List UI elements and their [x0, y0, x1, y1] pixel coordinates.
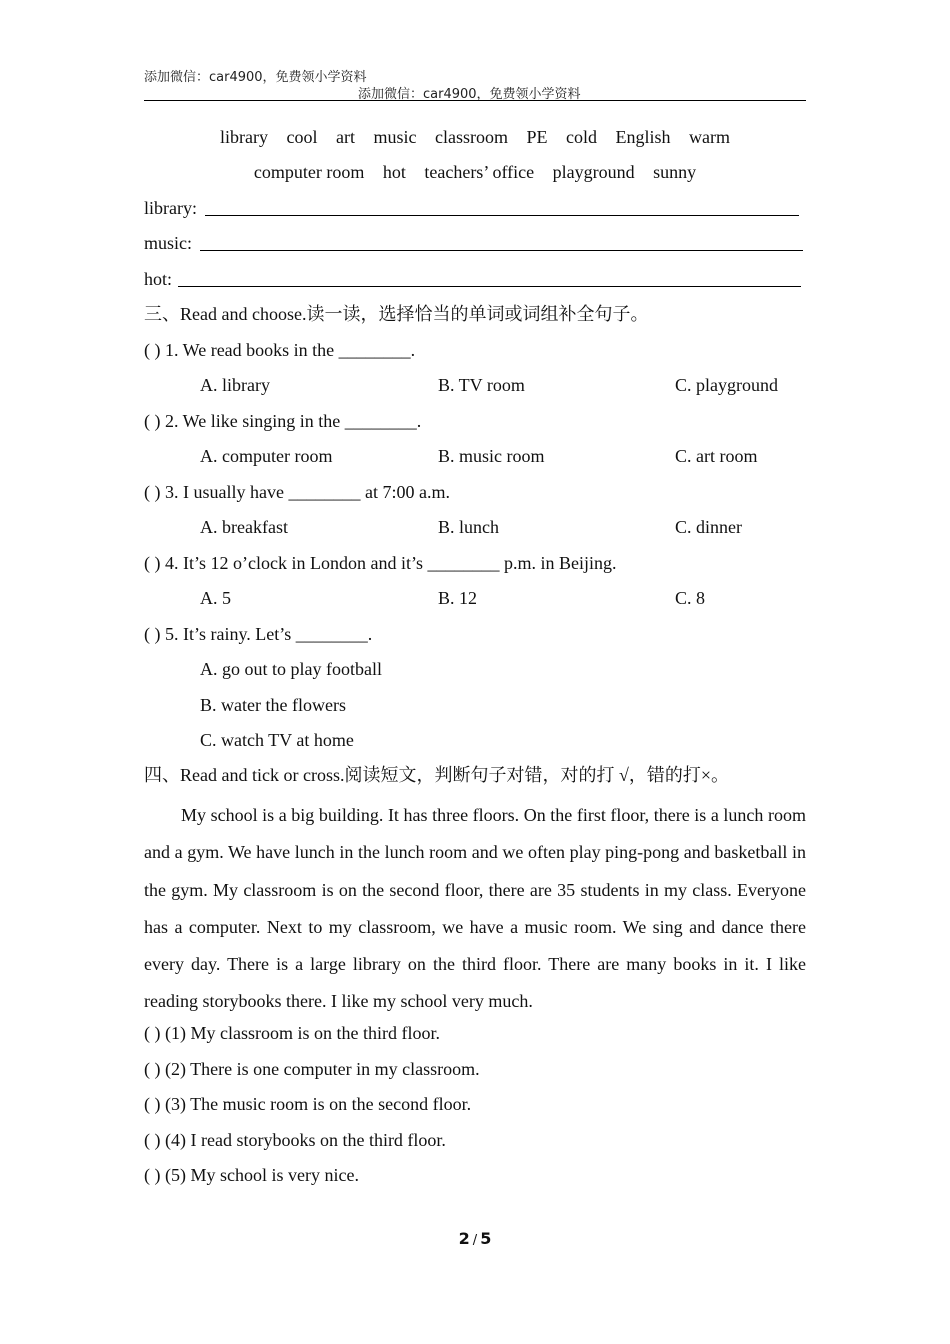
question-2-stem: ( ) 2. We like singing in the ________. — [144, 411, 422, 431]
classify-label-library: library: — [144, 198, 197, 218]
question-1-stem: ( ) 1. We read books in the ________. — [144, 340, 416, 360]
classify-answer-line-library[interactable] — [205, 215, 799, 216]
question-2-option-c[interactable]: C. art room — [675, 446, 758, 466]
question-2-option-a[interactable]: A. computer room — [200, 446, 333, 466]
word-bank-word: cool — [286, 127, 318, 147]
word-bank-word: teachers’ office — [424, 162, 535, 182]
question-5-stem: ( ) 5. It’s rainy. Let’s ________. — [144, 624, 373, 644]
question-3-option-a[interactable]: A. breakfast — [200, 517, 288, 537]
word-bank-word: cold — [565, 127, 597, 147]
question-5-option-a[interactable]: A. go out to play football — [200, 659, 382, 679]
classify-answer-line-music[interactable] — [200, 250, 803, 251]
question-3-option-c[interactable]: C. dinner — [675, 517, 742, 537]
word-bank-word: hot — [382, 162, 406, 182]
question-3-stem: ( ) 3. I usually have ________ at 7:00 a.m. — [144, 482, 450, 502]
question-1-option-a[interactable]: A. library — [200, 375, 270, 395]
question-4-option-c[interactable]: C. 8 — [675, 588, 706, 608]
statement-3: ( ) (3) The music room is on the second floor. — [144, 1094, 472, 1114]
word-bank-word: PE — [526, 127, 548, 147]
question-2-option-b[interactable]: B. music room — [438, 446, 545, 466]
watermark-text-header: 添加微信：car4900，免费领小学资料 — [358, 87, 581, 102]
word-bank-word: computer room — [253, 162, 365, 182]
question-4-option-a[interactable]: A. 5 — [200, 588, 231, 608]
word-bank-word: warm — [689, 127, 730, 147]
word-bank-word: English — [615, 127, 671, 147]
question-5-option-b[interactable]: B. water the flowers — [200, 695, 346, 715]
classify-label-hot: hot: — [144, 269, 173, 289]
word-bank-word: music — [373, 127, 417, 147]
word-bank-row-2 — [144, 161, 806, 183]
question-1-option-c[interactable]: C. playground — [675, 375, 778, 395]
question-4-stem: ( ) 4. It’s 12 o’clock in London and it’s ________ p.m. in Beijing. — [144, 553, 617, 573]
question-4-option-b[interactable]: B. 12 — [438, 588, 478, 608]
classify-label-music: music: — [144, 233, 192, 253]
section-3-title: 三、Read and choose.读一读，选择恰当的单词或词组补全句子。 — [144, 304, 649, 324]
reading-passage: My school is a big building. It has three floors. On the first floor, there is a lunch room and a gym. We have lunch in the lunch room and we often play ping-pong and basketball in the gym. My classroom is on the second floor, there are 35 students in my class. Everyone has a computer. Next to my classroom, we have a music room. We sing and dance there every day. There is a large library on the third floor. There are many books in it. I like reading storybooks there. I like my school very much. — [144, 805, 806, 1012]
statement-5: ( ) (5) My school is very nice. — [144, 1165, 359, 1185]
question-3-option-b[interactable]: B. lunch — [438, 517, 499, 537]
total-pages: 5 — [480, 1229, 492, 1248]
page-number — [0, 1229, 950, 1248]
classify-answer-line-hot[interactable] — [178, 286, 801, 287]
question-1-option-b[interactable]: B. TV room — [438, 375, 525, 395]
page-separator: / — [472, 1233, 478, 1248]
watermark-text-top: 添加微信：car4900，免费领小学资料 — [144, 70, 367, 85]
word-bank-word: art — [336, 127, 355, 147]
statement-1: ( ) (1) My classroom is on the third floor. — [144, 1023, 440, 1043]
header-rule — [144, 100, 806, 101]
word-bank-word: library — [220, 127, 268, 147]
word-bank-word: classroom — [434, 127, 508, 147]
section-4-title: 四、Read and tick or cross.阅读短文，判断句子对错，对的打 √，错的打×。 — [144, 765, 729, 785]
question-5-option-c[interactable]: C. watch TV at home — [200, 730, 354, 750]
statement-2: ( ) (2) There is one computer in my classroom. — [144, 1059, 480, 1079]
statement-4: ( ) (4) I read storybooks on the third floor. — [144, 1130, 446, 1150]
word-bank-word: playground — [552, 162, 635, 182]
current-page: 2 — [458, 1229, 470, 1248]
word-bank-word: sunny — [653, 162, 697, 182]
word-bank-row-1 — [144, 126, 806, 148]
